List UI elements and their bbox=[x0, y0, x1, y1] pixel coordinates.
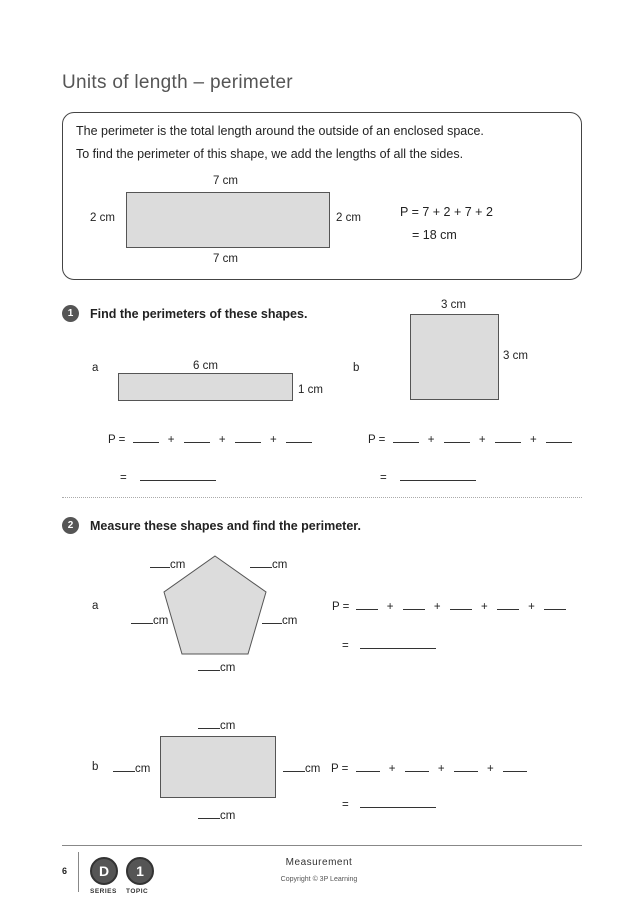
q2b-answer-blank[interactable] bbox=[360, 797, 436, 808]
q2b-perimeter-equation: P = + + + bbox=[331, 761, 527, 775]
q2a-label-left: cm bbox=[131, 613, 168, 627]
q1b-top-label: 3 cm bbox=[441, 299, 466, 311]
q1a-answer-blank[interactable] bbox=[140, 470, 216, 481]
q2a-blank-2[interactable] bbox=[403, 599, 425, 610]
page-number: 6 bbox=[62, 866, 68, 876]
q2b-answer: = bbox=[342, 797, 436, 811]
question-2-badge: 2 bbox=[62, 517, 79, 534]
q1a-perimeter-equation: P = + + + bbox=[108, 432, 312, 446]
question-1-title: Find the perimeters of these shapes. bbox=[90, 307, 308, 321]
q2a-answer: = bbox=[342, 638, 436, 652]
page-title: Units of length – perimeter bbox=[62, 72, 293, 93]
q2a-blank-5[interactable] bbox=[544, 599, 566, 610]
footer-copyright: Copyright © 3P Learning bbox=[280, 876, 358, 883]
intro-bottom-label: 7 cm bbox=[213, 253, 238, 265]
intro-right-label: 2 cm bbox=[336, 212, 361, 224]
intro-line-1: The perimeter is the total length around the outside of an enclosed space. bbox=[76, 124, 484, 138]
q1a-blank-3[interactable] bbox=[235, 432, 261, 443]
intro-top-label: 7 cm bbox=[213, 175, 238, 187]
q1b-perimeter-equation: P = + + + bbox=[368, 432, 572, 446]
q2b-blank-3[interactable] bbox=[454, 761, 478, 772]
footer-subject: Measurement bbox=[285, 857, 353, 868]
q2a-letter: a bbox=[92, 600, 99, 612]
q2a-blank-1[interactable] bbox=[356, 599, 378, 610]
q1b-blank-2[interactable] bbox=[444, 432, 470, 443]
example-rectangle bbox=[126, 192, 330, 248]
intro-formula: P = 7 + 2 + 7 + 2 bbox=[400, 205, 493, 219]
series-label: SERIES bbox=[90, 888, 117, 895]
q1a-right-label: 1 cm bbox=[298, 384, 323, 396]
intro-line-2: To find the perimeter of this shape, we add the lengths of all the sides. bbox=[76, 147, 464, 161]
q2b-label-left: cm bbox=[113, 761, 150, 775]
q2b-blank-4[interactable] bbox=[503, 761, 527, 772]
q1b-blank-3[interactable] bbox=[495, 432, 521, 443]
q2a-blank-4[interactable] bbox=[497, 599, 519, 610]
q2a-label-bottom: cm bbox=[198, 660, 235, 674]
q1b-blank-4[interactable] bbox=[546, 432, 572, 443]
q1a-blank-4[interactable] bbox=[286, 432, 312, 443]
topic-logo: 1 bbox=[126, 857, 154, 885]
question-1-badge: 1 bbox=[62, 305, 79, 322]
q1a-letter: a bbox=[92, 362, 99, 374]
q2b-blank-1[interactable] bbox=[356, 761, 380, 772]
q1a-top-label: 6 cm bbox=[193, 360, 218, 372]
q2a-label-top-left: cm bbox=[150, 557, 185, 571]
intro-result: = 18 cm bbox=[412, 228, 457, 242]
topic-label: TOPIC bbox=[126, 888, 149, 895]
footer-line bbox=[62, 845, 582, 846]
q2b-rectangle bbox=[160, 736, 276, 798]
q2a-blank-3[interactable] bbox=[450, 599, 472, 610]
series-logo: D bbox=[90, 857, 118, 885]
question-2-title: Measure these shapes and find the perimeter. bbox=[90, 519, 361, 533]
q1b-blank-1[interactable] bbox=[393, 432, 419, 443]
q2a-answer-blank[interactable] bbox=[360, 638, 436, 649]
q2b-blank-2[interactable] bbox=[405, 761, 429, 772]
q1a-rectangle bbox=[118, 373, 293, 401]
q1b-answer: = bbox=[380, 470, 476, 484]
q2b-letter: b bbox=[92, 761, 99, 773]
q1b-square bbox=[410, 314, 499, 400]
intro-left-label: 2 cm bbox=[90, 212, 115, 224]
q1a-blank-1[interactable] bbox=[133, 432, 159, 443]
q2a-label-top-right: cm bbox=[250, 557, 287, 571]
section-divider bbox=[62, 497, 582, 498]
q2b-label-top: cm bbox=[198, 718, 235, 732]
q1b-right-label: 3 cm bbox=[503, 350, 528, 362]
q2b-label-bottom: cm bbox=[198, 808, 235, 822]
q1a-answer: = bbox=[120, 470, 216, 484]
q2a-label-right: cm bbox=[262, 613, 297, 627]
q2a-perimeter-equation: P = + + + + bbox=[332, 599, 566, 613]
q1b-answer-blank[interactable] bbox=[400, 470, 476, 481]
q1b-letter: b bbox=[353, 362, 360, 374]
q2b-label-right: cm bbox=[283, 761, 320, 775]
q1a-blank-2[interactable] bbox=[184, 432, 210, 443]
